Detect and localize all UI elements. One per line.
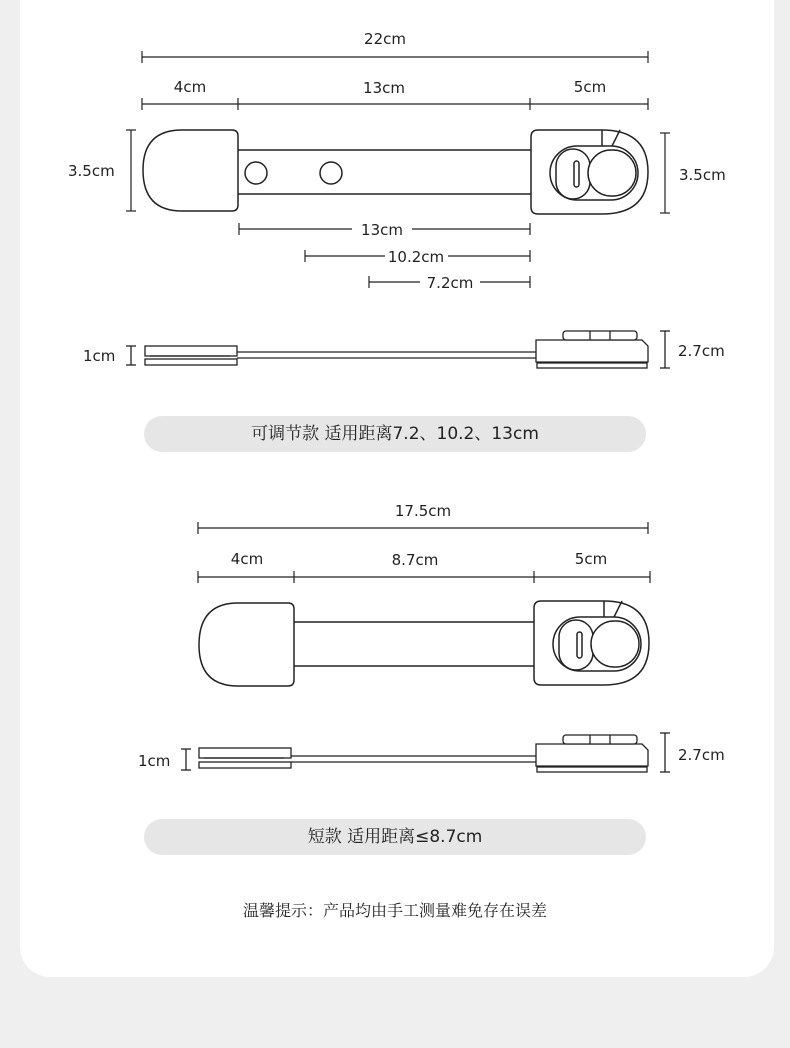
adjustable-side-thin: 1cm xyxy=(83,347,116,365)
short-side-thick: 2.7cm xyxy=(678,746,725,764)
adjustable-lock-side-view xyxy=(126,331,670,368)
short-total-length: 17.5cm xyxy=(394,502,452,520)
adjustable-hole-13: 13cm xyxy=(361,221,403,239)
adjustable-right-segment: 5cm xyxy=(573,78,607,96)
short-left-segment: 4cm xyxy=(230,550,264,568)
adjustable-hole-10: 10.2cm xyxy=(387,248,445,266)
adjustable-mid-segment: 13cm xyxy=(363,79,405,97)
short-caption: 短款 适用距离≤8.7cm xyxy=(144,819,646,855)
adjustable-left-segment: 4cm xyxy=(173,78,207,96)
adjustable-side-thick: 2.7cm xyxy=(678,342,725,360)
adjustable-height-right: 3.5cm xyxy=(679,166,726,184)
short-right-segment: 5cm xyxy=(574,550,608,568)
adjustable-hole-7: 7.2cm xyxy=(426,274,474,292)
short-lock-side-view xyxy=(181,733,670,772)
short-lock-top-view xyxy=(199,601,649,686)
short-mid-segment: 8.7cm xyxy=(391,551,439,569)
adjustable-height-left: 3.5cm xyxy=(68,162,115,180)
short-side-thin: 1cm xyxy=(138,752,171,770)
adjustable-total-length: 22cm xyxy=(364,30,406,48)
measurement-note: 温馨提示：产品均由手工测量难免存在误差 xyxy=(242,901,547,920)
adjustable-caption: 可调节款 适用距离7.2、10.2、13cm xyxy=(144,416,646,452)
adjustable-lock-top-view xyxy=(143,130,648,214)
